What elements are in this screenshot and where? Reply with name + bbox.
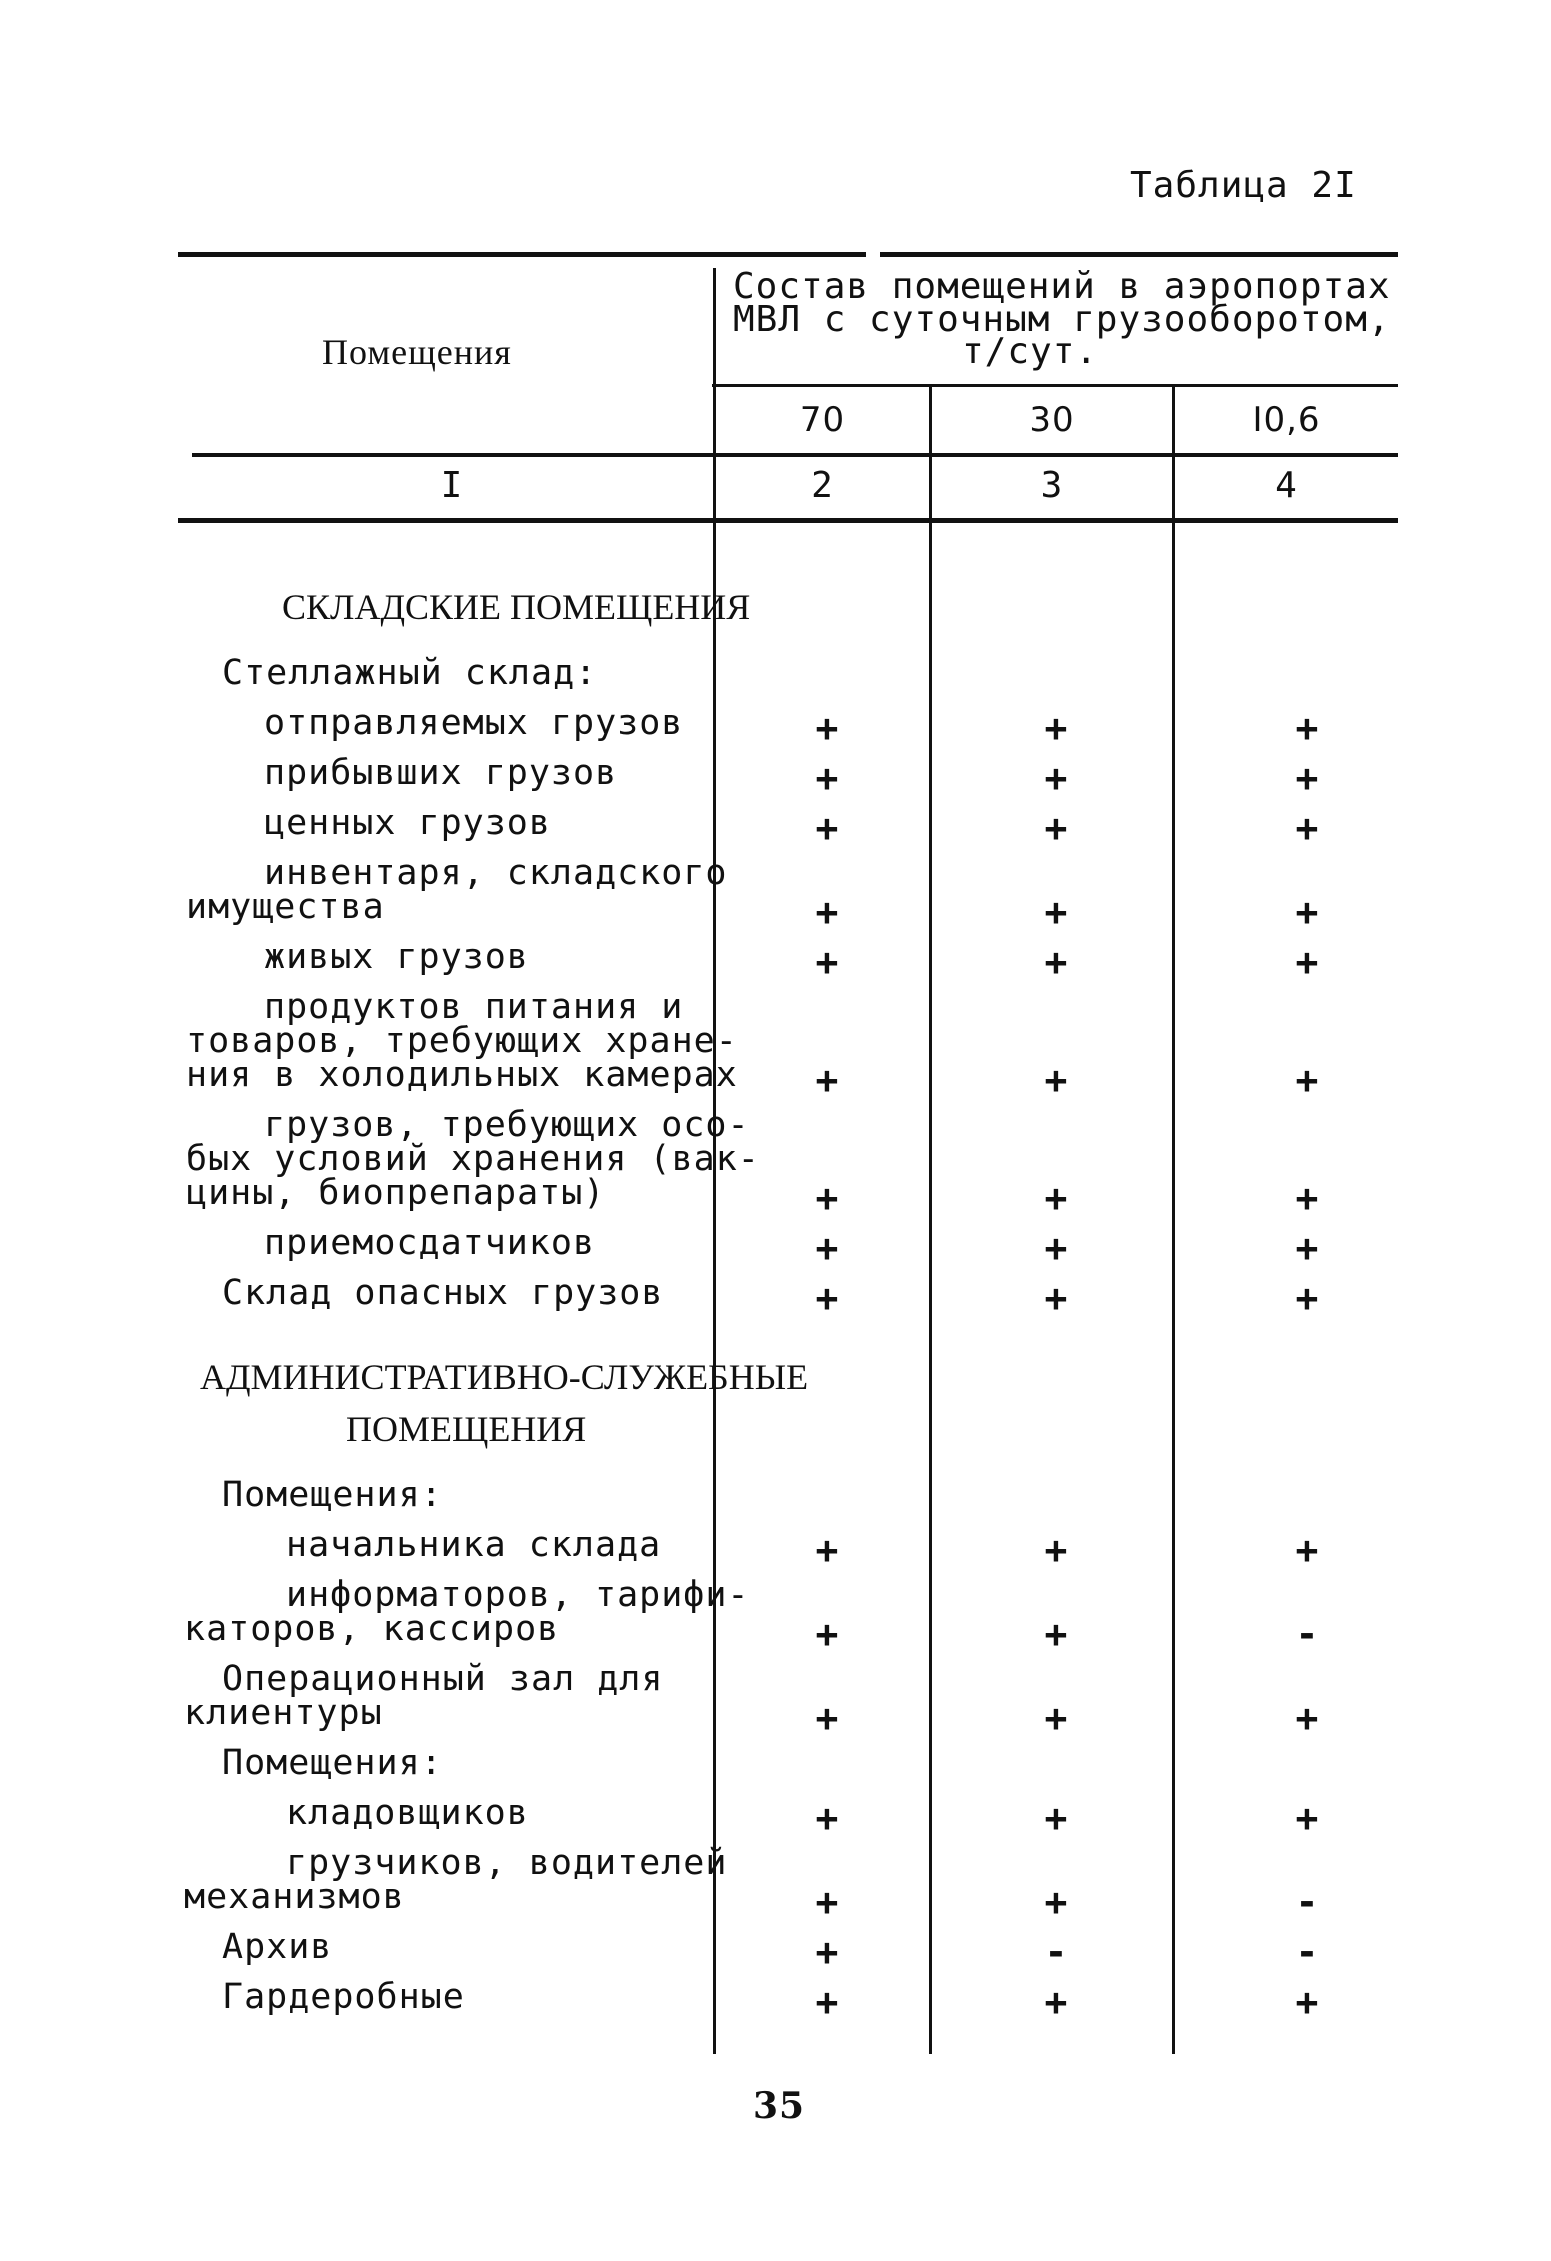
row-label: живых грузов xyxy=(264,937,529,977)
header-bottom-rule xyxy=(192,453,1398,457)
mark-cell: + xyxy=(815,1930,839,1974)
section-title-warehouse: СКЛАДСКИЕ ПОМЕЩЕНИЯ xyxy=(282,587,751,627)
group-header-underline xyxy=(712,384,1398,387)
row-label: Гардеробные xyxy=(222,1977,465,2017)
col-number-3: 3 xyxy=(1040,465,1064,506)
mark-cell: + xyxy=(1295,1058,1319,1102)
mark-cell: + xyxy=(1044,1226,1068,1270)
mark-cell: + xyxy=(1044,756,1068,800)
row-label: Операционный зал для клиентуры xyxy=(184,1659,664,1733)
row-label: начальника склада xyxy=(286,1525,662,1565)
mark-cell: + xyxy=(815,756,839,800)
mark-cell: + xyxy=(1044,940,1068,984)
mark-cell: + xyxy=(1044,1528,1068,1572)
header-sub-10-6: I0,6 xyxy=(1252,400,1321,440)
row-label: информаторов, тарифи- каторов, кассиров xyxy=(184,1575,750,1649)
mark-cell: + xyxy=(815,1058,839,1102)
mark-cell: + xyxy=(1295,1980,1319,2024)
mark-cell: + xyxy=(1044,806,1068,850)
row-label: Склад опасных грузов xyxy=(222,1273,664,1313)
mark-cell: - xyxy=(1295,1880,1319,1924)
row-label: Помещения: xyxy=(222,1475,443,1515)
mark-cell: + xyxy=(815,1796,839,1840)
mark-cell: + xyxy=(1044,1980,1068,2024)
mark-cell: + xyxy=(1044,706,1068,750)
mark-cell: + xyxy=(815,1528,839,1572)
header-sub-70: 70 xyxy=(799,400,846,440)
row-label: кладовщиков xyxy=(286,1793,529,1833)
mark-cell: + xyxy=(815,1696,839,1740)
mark-cell: - xyxy=(1295,1930,1319,1974)
mark-cell: + xyxy=(1044,1176,1068,1220)
mark-cell: + xyxy=(1295,706,1319,750)
row-label: грузов, требующих осо- бых условий хранения (вак- цины, биопрепараты) xyxy=(186,1105,760,1213)
mark-cell: + xyxy=(1295,1796,1319,1840)
header-group-line2: МВЛ с суточным грузооборотом, xyxy=(733,299,1391,340)
top-rule-left xyxy=(178,252,866,257)
row-label: приемосдатчиков xyxy=(264,1223,596,1263)
mark-cell: + xyxy=(1044,1696,1068,1740)
mark-cell: + xyxy=(1295,756,1319,800)
row-label: Стеллажный склад: xyxy=(222,653,598,693)
row-label: ценных грузов xyxy=(264,803,551,843)
row-label: прибывших грузов xyxy=(264,753,618,793)
mark-cell: + xyxy=(815,1226,839,1270)
mark-cell: + xyxy=(1044,1796,1068,1840)
mark-cell: + xyxy=(815,1612,839,1656)
mark-cell: - xyxy=(1295,1612,1319,1656)
col-number-1: I xyxy=(440,465,464,506)
mark-cell: + xyxy=(815,806,839,850)
mark-cell: + xyxy=(1295,940,1319,984)
header-group-line3: т/сут. xyxy=(962,331,1099,372)
col-divider-2 xyxy=(929,386,932,2054)
table-title: Таблица 2I xyxy=(1130,165,1357,206)
mark-cell: + xyxy=(815,706,839,750)
mark-cell: + xyxy=(815,1276,839,1320)
mark-cell: + xyxy=(1044,1612,1068,1656)
header-rooms: Помещения xyxy=(322,332,512,372)
mark-cell: - xyxy=(1044,1930,1068,1974)
section-title-admin: АДМИНИСТРАТИВНО-СЛУЖЕБНЫЕ xyxy=(200,1357,809,1397)
header-sub-30: 30 xyxy=(1029,400,1075,440)
mark-cell: + xyxy=(1295,1226,1319,1270)
row-label: Архив xyxy=(222,1927,333,1967)
row-label: отправляемых грузов xyxy=(264,703,684,743)
mark-cell: + xyxy=(815,940,839,984)
section-title-admin-line2: ПОМЕЩЕНИЯ xyxy=(346,1409,587,1449)
mark-cell: + xyxy=(1295,1176,1319,1220)
mark-cell: + xyxy=(815,1880,839,1924)
mark-cell: + xyxy=(1295,1276,1319,1320)
row-label: грузчиков, водителей механизмов xyxy=(184,1843,728,1917)
col-divider-3 xyxy=(1172,386,1175,2054)
row-label: Помещения: xyxy=(222,1743,443,1783)
header-group-line1: Состав помещений в аэропортах xyxy=(733,266,1391,307)
col-number-2: 2 xyxy=(811,465,834,506)
mark-cell: + xyxy=(815,1980,839,2024)
mark-cell: + xyxy=(1044,1058,1068,1102)
page-number: 35 xyxy=(753,2085,806,2127)
mark-cell: + xyxy=(1044,1276,1068,1320)
top-rule-right xyxy=(880,252,1398,257)
mark-cell: + xyxy=(815,1176,839,1220)
col-number-4: 4 xyxy=(1275,465,1298,506)
numbers-bottom-rule xyxy=(178,518,1398,523)
mark-cell: + xyxy=(1295,1528,1319,1572)
row-label: продуктов питания и товаров, требующих хране- ния в холодильных камерах xyxy=(186,987,738,1095)
mark-cell: + xyxy=(1044,1880,1068,1924)
mark-cell: + xyxy=(1044,890,1068,934)
mark-cell: + xyxy=(1295,890,1319,934)
mark-cell: + xyxy=(1295,1696,1319,1740)
mark-cell: + xyxy=(815,890,839,934)
row-label: инвентаря, складского имущества xyxy=(186,853,728,927)
mark-cell: + xyxy=(1295,806,1319,850)
